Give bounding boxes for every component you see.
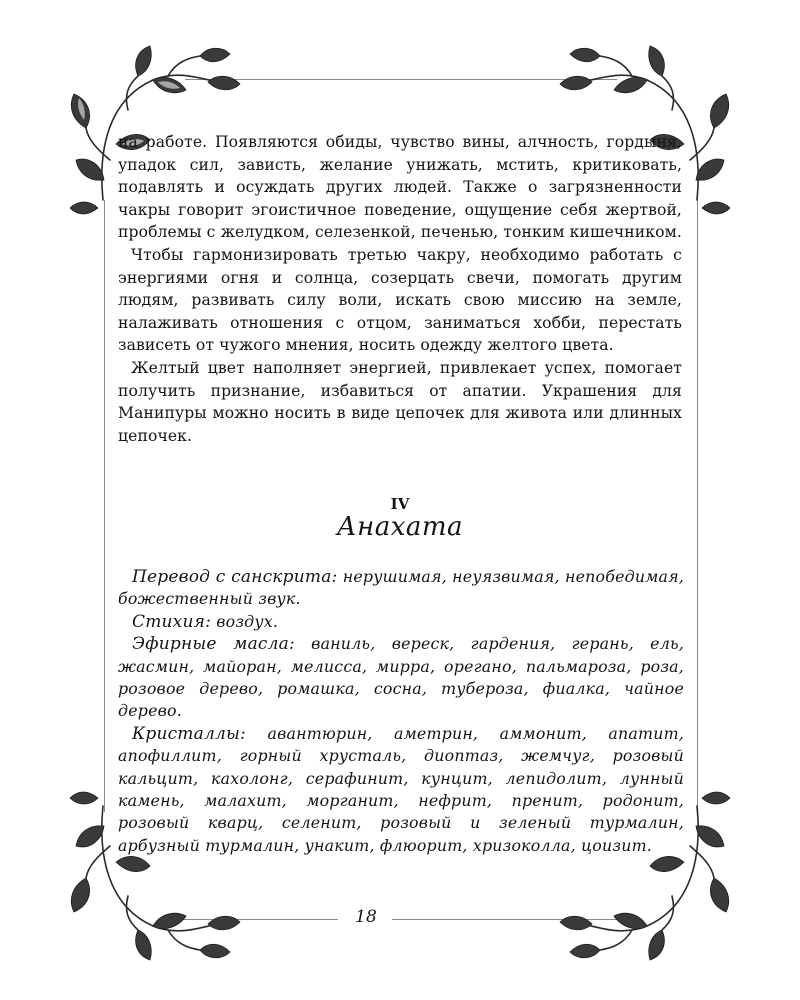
paragraph-1: на работе. Появляются обиды, чувство вины, алчность, гордыня, упадок сил, зависть, желание унижать, мстить, критиковать, подавлять и осуждать других людей. Также о загрязненности чакры говорит эгоистичное поведение, ощущение себя жертвой, проблемы с желудком, селезенкой, печенью, тонким кишечником.: [118, 133, 682, 242]
oils-line: [118, 633, 684, 723]
element-label: Стихия:: [132, 611, 211, 632]
crystals-value: авантюрин, аметрин, аммонит, апатит, апофиллит, горный хрусталь, диоптаз, жемчуг, розовый кальцит, кахолонг, серафинит, кунцит, лепидолит, лунный камень, малахит, морганит, нефрит, пренит, родонит, розовый кварц, селенит, розовый и зеленый турмалин, арбузный турмалин, унакит, флюорит, хризоколла, цоизит.: [118, 723, 684, 855]
paragraph-2: Чтобы гармонизировать третью чакру, необходимо работать с энергиями огня и солнца, созерцать свечи, помогать другим людям, развивать силу воли, искать свою миссию на земле, налаживать отношения с отцом, заниматься хобби, перестать зависеть от чужого мнения, носить одежду желтого цвета.: [118, 245, 682, 355]
body-text: [118, 131, 682, 447]
paragraph-3: Желтый цвет наполняет энергией, привлекает успех, помогает получить признание, избавиться от апатии. Украшения для Манипуры можно носить в виде цепочек для живота или длинных цепочек.: [118, 358, 682, 445]
element-value: воздух.: [216, 611, 279, 631]
oils-value: ваниль, вереск, гардения, герань, ель, жасмин, майоран, мелисса, мирра, орегано, пальмароза, роза, розовое дерево, ромашка, сосна, тубероза, фиалка, чайное дерево.: [118, 634, 684, 721]
translation-label: Перевод с санскрита:: [132, 567, 338, 587]
chapter-number: IV: [390, 495, 410, 513]
page-number: 18: [355, 907, 377, 927]
translation-line: [118, 566, 684, 611]
crystals-label: Кристаллы:: [132, 723, 246, 744]
chakra-details: [118, 566, 684, 857]
chapter-title: Анахата: [336, 512, 464, 542]
translation-value: нерушимая, неуязвимая, непобедимая, божественный звук.: [118, 567, 684, 609]
crystals-line: [118, 723, 684, 857]
element-line: [118, 611, 684, 633]
oils-label: Эфирные масла:: [132, 634, 295, 655]
